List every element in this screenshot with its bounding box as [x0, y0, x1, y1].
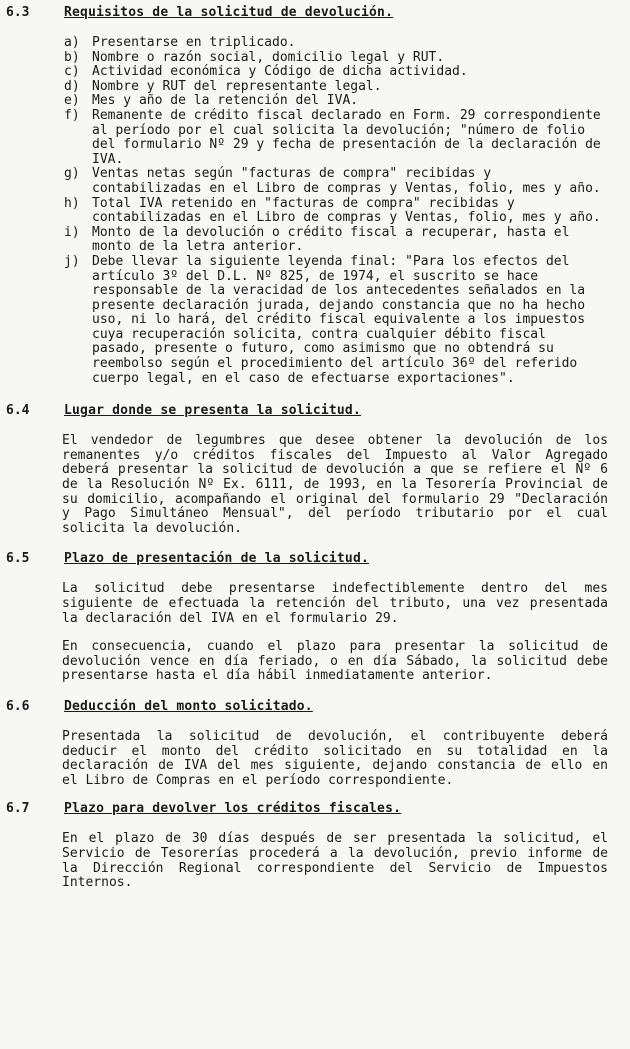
item-text: Total IVA retenido en "facturas de compra" recibidas y contabilizadas en el Libro de compras y Ventas, folio, mes y año.: [92, 195, 601, 226]
section-heading: [0, 802, 630, 818]
section-heading: [0, 6, 630, 22]
list-item: [0, 94, 630, 109]
list-item: [0, 255, 630, 386]
list-item: [0, 109, 630, 167]
item-marker: j): [64, 253, 80, 269]
section-6-7: [0, 802, 630, 890]
item-text: Debe llevar la siguiente leyenda final: "Para los efectos del artículo 3º del D.L. Nº 825, de 1974, el suscrito se hace responsable de la veracidad de los antecedentes señalados en la presente declaración jurada, dejando constancia que no ha hecho uso, ni lo hará, del crédito fiscal equivalente a los impuestos cuya recuperación solicita, contra cualquier débito fiscal pasado, presente o futuro, como asimismo que no obtendrá su reembolso según el procedimiento del artículo 36º del referido cuerpo legal, en el caso de efectuarse exportaciones".: [92, 253, 586, 386]
item-text: Mes y año de la retención del IVA.: [92, 93, 359, 109]
list-item: [0, 51, 630, 66]
section-heading: [0, 552, 630, 568]
paragraph: El vendedor de legumbres que desee obtener la devolución de los remanentes y/o créditos fiscales del Impuesto al Valor Agregado deberá presentar la solicitud de devolución a que se refiere el Nº 6 de la Resolución Nº Ex. 6111, de 1993, en la Tesorería Provincial de su domicilio, acompañando el original del formulario 29 "Declaración y Pago Simultáneo Mensual", del período tributario por el cual solicita la devolución.: [62, 433, 608, 536]
paragraph: La solicitud debe presentarse indefectiblemente dentro del mes siguiente de efectuada la retención del tributo, una vez presentada la declaración del IVA en el formulario 29.: [62, 581, 608, 626]
list-item: [0, 36, 630, 51]
item-text: Presentarse en triplicado.: [92, 35, 296, 50]
item-marker: e): [64, 93, 80, 109]
list-item: [0, 226, 630, 255]
paragraph: En el plazo de 30 días después de ser presentada la solicitud, el Servicio de Tesorerías procederá a la devolución, previo informe de la Dirección Regional correspondiente del Servicio de Impuestos Internos.: [62, 831, 608, 891]
section-heading: [0, 404, 630, 420]
paragraph: Presentada la solicitud de devolución, el contribuyente deberá deducir el monto del crédito solicitado en su totalidad en la declaración de IVA del mes siguiente, dejando constancia de ello en el Libro de Compras en el período correspondiente.: [62, 728, 608, 788]
list-item: [0, 197, 630, 226]
section-title: Requisitos de la solicitud de devolución.: [64, 5, 394, 20]
section-number: 6.5: [6, 551, 30, 567]
item-text: Nombre o razón social, domicilio legal y RUT.: [92, 49, 445, 65]
list-item: [0, 167, 630, 196]
item-marker: b): [64, 49, 80, 65]
item-marker: g): [64, 166, 80, 182]
section-title: Lugar donde se presenta la solicitud.: [64, 403, 361, 419]
item-marker: i): [64, 224, 80, 240]
section-title: Plazo para devolver los créditos fiscales.: [64, 801, 402, 817]
item-text: Nombre y RUT del representante legal.: [92, 78, 382, 94]
paragraph: En consecuencia, cuando el plazo para presentar la solicitud de devolución vence en día feriado, o en día Sábado, la solicitud debe presentarse hasta el día hábil inmediatamente anterior.: [62, 639, 608, 684]
item-marker: a): [64, 35, 80, 50]
item-marker: f): [64, 107, 80, 123]
section-6-3: [0, 6, 630, 386]
item-marker: d): [64, 78, 80, 94]
section-heading: [0, 700, 630, 716]
item-text: Remanente de crédito fiscal declarado en Form. 29 correspondiente al período por el cual solicita la devolución; "número de folio del formulario Nº 29 y fecha de presentación de la declaración de IVA.: [92, 107, 601, 167]
section-number: 6.6: [6, 698, 30, 714]
item-text: Actividad económica y Código de dicha actividad.: [92, 64, 468, 80]
section-number: 6.3: [6, 5, 30, 20]
section-number: 6.4: [6, 403, 30, 419]
section-title: Plazo de presentación de la solicitud.: [64, 551, 370, 567]
section-6-5: [0, 552, 630, 684]
requirements-list: [0, 36, 630, 386]
item-text: Ventas netas según "facturas de compra" recibidas y contabilizadas en el Libro de compras y Ventas, folio, mes y año.: [92, 166, 601, 196]
item-text: Monto de la devolución o crédito fiscal a recuperar, hasta el monto de la letra anterior.: [92, 224, 570, 255]
section-6-4: [0, 404, 630, 536]
section-6-6: [0, 700, 630, 788]
list-item: [0, 80, 630, 95]
section-number: 6.7: [6, 801, 30, 817]
item-marker: h): [64, 195, 80, 211]
list-item: [0, 65, 630, 80]
item-marker: c): [64, 64, 80, 80]
section-title: Deducción del monto solicitado.: [64, 698, 313, 714]
